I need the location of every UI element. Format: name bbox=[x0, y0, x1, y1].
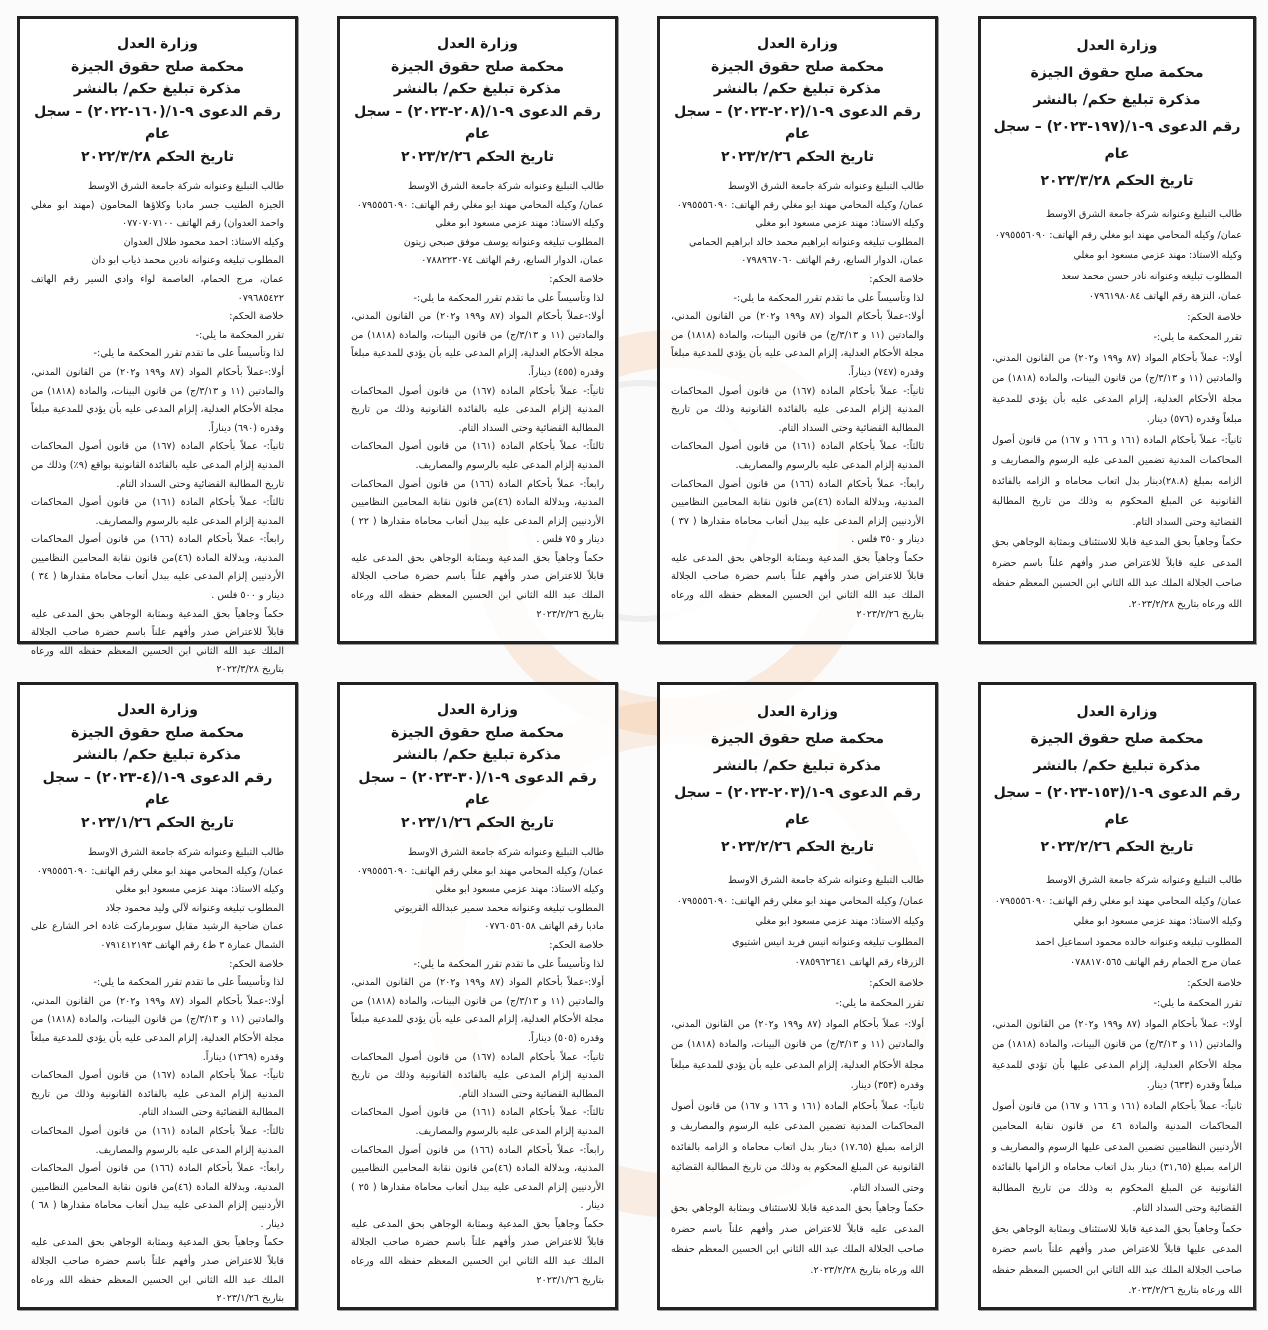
notice-paragraph: حكماً وجاهياً بحق المدعية قابلا للاستئناف وبمثابة الوجاهي بحق المدعى عليه قابلاً للاعتراض صدر وأفهم علناً باسم حضرة صاحب الجلالة الملك عبد الله الثاني ابن الحسين المعظم حفظه الله ورعاه بتاريخ ٢٠٢٣/٢/٢٨. bbox=[992, 537, 1242, 610]
notice-paragraph: المطلوب تبليغه وعنوانه نادين محمد ذياب ابو دان bbox=[91, 255, 284, 267]
notice-paragraph: ثانياً:- عملاً بأحكام المادة (١٦٧) من قانون أصول المحاكمات المدنية إلزام المدعى عليه بالفائدة القانونية بواقع (٩٪) وذلك من تاريخ المطالبة القضائية وحتى السداد التام. bbox=[31, 441, 284, 490]
notice-paragraph: عمان/ وكيله المحامي مهند ابو مغلي رقم الهاتف: ٠٧٩٥٥٥٦٠٩٠ bbox=[994, 895, 1242, 907]
court-notice-case-153 bbox=[978, 682, 1256, 1310]
court-name: محكمة صلح حقوق الجيزة bbox=[390, 724, 565, 741]
notice-paragraph: أولا:- عملاً بأحكام المواد (٨٧ و١٩٩ و٢٠٢) من القانون المدني، والمادتين (١١ و ٣/١٣/ج) من قانون البينات، والمادة (١٨١٨) من مجلة الأحكام العدلية، إلزام المدعى عليه بأن يؤدي للمدعية مبلغاً وقدره (٥٧٦) دينار. bbox=[992, 352, 1243, 425]
notice-paragraph: طالب التبليغ وعنوانه شركة جامعة الشرق الاوسط bbox=[87, 181, 284, 192]
notice-paragraph: خلاصة الحكم: bbox=[549, 939, 604, 951]
judgment-date: تاريخ الحكم ٢٠٢٣/٢/٢٦ bbox=[721, 148, 874, 165]
notice-header bbox=[992, 33, 1242, 195]
case-number: رقم الدعوى ٩-١/(١٥٣-٢٠٢٣) – سجل عام bbox=[993, 785, 1241, 828]
notice-paragraph: أولا:-عملاً بأحكام المواد (٨٧ و١٩٩ و٢٠٢) من القانون المدني، والمادتين (١١ و ٣/١٣/ج) من قانون البينات، والمادة (١٨١٨) من مجلة الأحكام العدلية، إلزام المدعى عليه بأن يؤدي للمدعية مبلغاً وقدره (٤٥٥) ديناراً. bbox=[351, 311, 605, 378]
notice-paragraph: عمان/ وكيله المحامي مهند ابو مغلي رقم الهاتف: ٠٧٩٥٥٥٦٠٩٠ bbox=[676, 199, 924, 211]
judgment-date: تاريخ الحكم ٢٠٢٣/٢/٢٦ bbox=[1040, 839, 1194, 855]
notice-paragraph: ثانياً:- عملاً بأحكام المادة (١٦٧) من قانون أصول المحاكمات المدنية إلزام المدعى عليه بالفائدة القانونية وذلك من تاريخ المطالبة القضائية وحتى السداد التام. bbox=[671, 385, 924, 434]
notice-title: مذكرة تبليغ حكم/ بالنشر bbox=[393, 81, 562, 97]
notice-paragraph: لذا وتأسيساً على ما تقدم تقرر المحكمة ما يلي:- bbox=[413, 958, 604, 970]
notice-paragraph: رابعاً:- عملاً بأحكام المادة (١٦٦) من قانون أصول المحاكمات المدنية، وبدلالة المادة (٤٦)من قانون نقابة المحامين النظاميين الأردنيين إلزام المدعى عليه ببدل أتعاب محاماة مقدارها ( ٢٢ ) دينار و ٧٥ فلس . bbox=[351, 478, 604, 546]
notice-paragraph: حكماً وجاهياً بحق المدعية وبمثابة الوجاهي بحق المدعى عليه قابلاً للاعتراض صدر وأفهم علناً باسم حضرة صاحب الجلالة الملك عبد الله الثاني ابن الحسين المعظم حفظه الله ورعاه بتاريخ ٢٠٢٣/١/٢٦ bbox=[31, 1237, 284, 1305]
notice-paragraph: خلاصة الحكم: bbox=[869, 977, 924, 989]
ministry-name: وزارة العدل bbox=[1076, 704, 1158, 720]
notice-title: مذكرة تبليغ حكم/ بالنشر bbox=[713, 758, 882, 774]
notice-paragraph: حكماً وجاهياً بحق المدعية وبمثابة الوجاهي بحق المدعى عليه قابلاً للاعتراض صدر وأفهم علناً باسم حضرة صاحب الجلالة الملك عبد الله الثاني ابن الحسين المعظم حفظه الله ورعاه بتاريخ ٢٠٢٣/١/٢٦ bbox=[351, 1218, 604, 1286]
ministry-name: وزارة العدل bbox=[117, 702, 198, 718]
ministry-name: وزارة العدل bbox=[757, 704, 838, 720]
notice-paragraph: وكيله الاستاذ: مهند عزمي مسعود ابو مغلي bbox=[435, 218, 604, 230]
case-number: رقم الدعوى ٩-١/(١٩٧-٢٠٢٣) – سجل عام bbox=[993, 119, 1241, 162]
court-name: محكمة صلح حقوق الجيزة bbox=[710, 58, 885, 75]
notice-paragraph: المطلوب تبليغه وعنوانه لآلي وليد محمود جلاد bbox=[105, 902, 284, 914]
court-notice-case-203 bbox=[657, 682, 938, 1310]
notice-header bbox=[31, 699, 284, 834]
notice-paragraph: طالب التبليغ وعنوانه شركة جامعة الشرق الاوسط bbox=[1045, 875, 1242, 886]
notice-paragraph: طالب التبليغ وعنوانه شركة جامعة الشرق الاوسط bbox=[407, 847, 604, 858]
notice-paragraph: عمان/ وكيله المحامي مهند ابو مغلي رقم الهاتف: ٠٧٩٥٥٥٦٠٩٠ bbox=[356, 199, 604, 211]
notice-paragraph: ثالثاً:- عملاً بأحكام المادة (١٦١) من قانون أصول المحاكمات المدنية إلزام المدعى عليه بالرسوم والمصاريف. bbox=[351, 441, 604, 471]
notice-paragraph: ثالثاً:- عملاً بأحكام المادة (١٦١) من قانون أصول المحاكمات المدنية إلزام المدعى عليه بالرسوم والمصاريف. bbox=[31, 497, 284, 527]
notice-paragraph: الزرقاء رقم الهاتف ٠٧٨٥٩٦٢٦٤١ bbox=[794, 957, 924, 968]
case-number: رقم الدعوى ٩-١/(١٦٠-٢٠٢٢) – سجل عام bbox=[34, 103, 281, 142]
notice-paragraph: طالب التبليغ وعنوانه شركة جامعة الشرق الاوسط bbox=[407, 181, 604, 192]
judgment-date: تاريخ الحكم ٢٠٢٣/٣/٢٨ bbox=[1040, 173, 1194, 189]
court-notice-case-4 bbox=[17, 682, 298, 1310]
notice-paragraph: وكيله الاستاذ: مهند عزمي مسعود ابو مغلي bbox=[755, 916, 924, 927]
ministry-name: وزارة العدل bbox=[1076, 38, 1158, 54]
notice-paragraph: عمان/ وكيله المحامي مهند ابو مغلي رقم الهاتف: ٠٧٩٥٥٥٦٠٩٠ bbox=[676, 895, 924, 907]
notice-paragraph: خلاصة الحكم: bbox=[1187, 311, 1242, 323]
notice-title: مذكرة تبليغ حكم/ بالنشر bbox=[73, 747, 242, 763]
notice-paragraph: حكماً وجاهياً بحق المدعية قابلا للاستئناف وبمثابة الوجاهي بحق المدعى عليه قابلاً للاعتراض صدر وأفهم علناً باسم حضرة صاحب الجلالة الملك عبد الله الثاني ابن الحسين المعظم حفظه الله ورعاه بتاريخ ٢٠٢٣/٢/٢٨. bbox=[671, 1203, 924, 1276]
case-number: رقم الدعوى ٩-١/(٤-٢٠٢٣) – سجل عام bbox=[42, 769, 273, 808]
notice-paragraph: عمان مرج الحمام رقم الهاتف ٠٧٨٨١٧٠٥٦٥ bbox=[1070, 957, 1242, 968]
notice-paragraph: وكيله الاستاذ: مهند عزمي مسعود ابو مغلي bbox=[1073, 250, 1242, 261]
notice-body bbox=[31, 178, 284, 680]
notice-body bbox=[351, 844, 604, 1290]
notice-paragraph: عمان ضاحية الرشيد مقابل سوبرماركت غادة اخر الشارع على الشمال عمارة ٣ ط٤ رقم الهاتف ٠٧٩١٤١٢١٩٣ bbox=[31, 921, 284, 951]
court-notice-case-30 bbox=[337, 682, 618, 1310]
notice-title: مذكرة تبليغ حكم/ بالنشر bbox=[1033, 758, 1201, 774]
notice-paragraph: ثانياً:- عملاً بأحكام المادة (١٦١ و ١٦٦ و ١٦٧) من قانون أصول المحاكمات المدنية تضمين المدعى عليه الرسوم والمصاريف و الزامه بمبلغ (١٧.٦٥) دينار بدل اتعاب محاماه و الزامه بالفائدة القانونية عن المبلغ المحكوم به وذلك من تاريخ المطالبة القضائية وحتى السداد التام. bbox=[671, 1100, 924, 1194]
ministry-name: وزارة العدل bbox=[437, 702, 518, 718]
notice-paragraph: حكماً وجاهياً بحق المدعية وبمثابة الوجاهي بحق المدعى عليه قابلاً للاعتراض صدر وأفهم علناً باسم حضرة صاحب الجلالة الملك عبد الله الثاني ابن الحسين المعظم حفظه الله ورعاه بتاريخ ٢٠٢٣/٢/٢٦ bbox=[351, 552, 604, 620]
case-number: رقم الدعوى ٩-١/(٢٠٢-٢٠٢٣) – سجل عام bbox=[674, 103, 921, 142]
case-number: رقم الدعوى ٩-١/(٢٠٨-٢٠٢٣) – سجل عام bbox=[354, 103, 601, 142]
notice-title: مذكرة تبليغ حكم/ بالنشر bbox=[1033, 92, 1201, 108]
notice-title: مذكرة تبليغ حكم/ بالنشر bbox=[393, 747, 562, 763]
judgment-date: تاريخ الحكم ٢٠٢٢/٣/٢٨ bbox=[81, 148, 234, 165]
court-name: محكمة صلح حقوق الجيزة bbox=[390, 58, 565, 75]
notice-paragraph: ثانياً:- عملاً بأحكام المادة (١٦٧) من قانون أصول المحاكمات المدنية إلزام المدعى عليه بالفائدة القانونية وذلك من تاريخ المطالبة القضائية وحتى السداد التام. bbox=[31, 1070, 284, 1119]
notice-paragraph: وكيله الاستاذ: احمد محمود طلال العدوان bbox=[123, 236, 284, 248]
judgment-date: تاريخ الحكم ٢٠٢٣/١/٢٦ bbox=[81, 814, 234, 831]
court-name: محكمة صلح حقوق الجيزة bbox=[1030, 65, 1204, 81]
court-name: محكمة صلح حقوق الجيزة bbox=[710, 731, 885, 747]
court-notice-case-197 bbox=[978, 16, 1256, 644]
notice-paragraph: عمان، الدوار السابع، رقم الهاتف ٠٧٨٨٢٢٣٠٧٤ bbox=[421, 255, 604, 267]
ministry-name: وزارة العدل bbox=[117, 36, 198, 52]
case-number: رقم الدعوى ٩-١/(٣٠-٢٠٢٣) – سجل عام bbox=[358, 769, 597, 808]
notice-body bbox=[992, 871, 1242, 1302]
notice-paragraph: عمان، مرج الحمام، العاصمة لواء وادي السير رقم الهاتف ٠٧٩٦٨٥٤٢٢ bbox=[31, 273, 284, 304]
court-notice-case-202 bbox=[657, 16, 938, 644]
notice-paragraph: أولا:-عملاً بأحكام المواد (٨٧ و١٩٩ و٢٠٢) من القانون المدني، والمادتين (١١ و ٣/١٣/ج) من قانون البينات، والمادة (١٨١٨) من مجلة الأحكام العدلية، إلزام المدعى عليه بأن يؤدي للمدعية مبلغاً وقدره (٧٤٧) ديناراً. bbox=[671, 311, 925, 378]
judgment-date: تاريخ الحكم ٢٠٢٣/٢/٢٦ bbox=[401, 148, 554, 165]
notice-header bbox=[351, 699, 604, 834]
notice-paragraph: ثالثاً:- عملاً بأحكام المادة (١٦١) من قانون أصول المحاكمات المدنية إلزام المدعى عليه بالرسوم والمصاريف. bbox=[671, 441, 924, 471]
ministry-name: وزارة العدل bbox=[757, 36, 838, 52]
notice-paragraph: رابعاً:- عملاً بأحكام المادة (١٦٦) من قانون أصول المحاكمات المدنية، وبدلالة المادة (٤٦)من قانون نقابة المحامين النظاميين الأردنيين إلزام المدعى عليه ببدل أتعاب محاماة مقدارها ( ٦٨ ) دينار . bbox=[31, 1163, 284, 1230]
notice-paragraph: حكماً وجاهياً بحق المدعية وبمثابة الوجاهي بحق المدعى عليه قابلاً للاعتراض صدر وأفهم علناً باسم حضرة صاحب الجلالة الملك عبد الله الثاني ابن الحسين المعظم حفظه الله ورعاه بتاريخ ٢٠٢٢/٣/٢٨ bbox=[31, 608, 284, 676]
notice-paragraph: طالب التبليغ وعنوانه شركة جامعة الشرق الاوسط bbox=[727, 181, 924, 192]
notice-paragraph: أولا:- عملاً بأحكام المواد (٨٧ و١٩٩ و٢٠٢) من القانون المدني، والمادتين (١١ و ٣/١٣/ج) من قانون البينات، والمادة (١٨١٨) من مجلة الأحكام العدلية، إلزام المدعى عليها بأن تؤدي للمدعية مبلغاً وقدره (٦٣٣) دينار. bbox=[992, 1018, 1243, 1091]
notice-paragraph: عمان/ وكيله المحامي مهند ابو مغلي رقم الهاتف: ٠٧٩٥٥٥٦٠٩٠ bbox=[36, 865, 284, 877]
notice-paragraph: عمان، النزهة رقم الهاتف ٠٧٩٦١٩٨٠٨٤ bbox=[1088, 291, 1242, 302]
notice-paragraph: رابعاً:- عملاً بأحكام المادة (١٦٦) من قانون أصول المحاكمات المدنية، وبدلالة المادة (٤٦)من قانون نقابة المحامين النظاميين الأردنيين إلزام المدعى عليه ببدل أتعاب محاماة مقدارها ( ٢٥ ) دينار . bbox=[351, 1144, 604, 1212]
notice-paragraph: أولا:-عملاً بأحكام المواد (٨٧ و١٩٩ و٢٠٢) من القانون المدني، والمادتين (١١ و ٣/١٣/ج) من قانون البينات، والمادة (١٨١٨) من مجلة الأحكام العدلية، إلزام المدعى عليه بأن يؤدي للمدعية مبلغاً وقدره (١٣٦٩) ديناراً. bbox=[31, 995, 285, 1063]
court-name: محكمة صلح حقوق الجيزة bbox=[1030, 731, 1204, 747]
notice-paragraph: حكماً وجاهياً بحق المدعية وبمثابة الوجاهي بحق المدعى عليه قابلاً للاعتراض صدر وأفهم علناً باسم حضرة صاحب الجلالة الملك عبد الله الثاني ابن الحسين المعظم حفظه الله ورعاه بتاريخ ٢٠٢٣/٢/٢٦ bbox=[671, 552, 924, 620]
notice-paragraph: وكيله الاستاذ: مهند عزمي مسعود ابو مغلي bbox=[115, 884, 284, 896]
court-notice-case-208 bbox=[337, 16, 618, 644]
notice-paragraph: الجيزة الطنيب جسر مادبا وكلاؤها المحامون (مهند ابو مغلي واحمد العدوان) رقم الهاتف ٠٧٧٠٧٠٧١٠٠ bbox=[31, 199, 284, 230]
notice-body bbox=[351, 178, 604, 624]
notice-body bbox=[31, 844, 284, 1309]
notice-paragraph: لذا وتأسيساً على ما تقدم تقرر المحكمة ما يلي:- bbox=[733, 292, 924, 304]
notice-paragraph: طالب التبليغ وعنوانه شركة جامعة الشرق الاوسط bbox=[727, 875, 924, 886]
notice-paragraph: عمان/ وكيله المحامي مهند ابو مغلي رقم الهاتف: ٠٧٩٥٥٥٦٠٩٠ bbox=[356, 865, 604, 877]
notice-paragraph: حكماً وجاهياً بحق المدعية قابلا للاستئناف وبمثابة الوجاهي بحق المدعى عليها قابلاً للاعتراض صدر وأفهم علناً باسم حضرة صاحب الجلالة الملك عبد الله الثاني ابن الحسين المعظم حفظه الله ورعاه بتاريخ ٢٠٢٣/٢/٢٦. bbox=[992, 1223, 1242, 1296]
notice-body bbox=[671, 871, 924, 1281]
notice-paragraph: رابعاً:- عملاً بأحكام المادة (١٦٦) من قانون أصول المحاكمات المدنية، وبدلالة المادة (٤٦)من قانون نقابة المحامين النظاميين الأردنيين إلزام المدعى عليه ببدل أتعاب محاماة مقدارها ( ٣٤ ) دينار و ٥٠٠ فلس . bbox=[31, 534, 284, 602]
notice-paragraph: خلاصة الحكم: bbox=[869, 273, 924, 285]
notice-paragraph: لذا وتأسيساً على ما تقدم تقرر المحكمة ما يلي:- bbox=[93, 348, 284, 360]
notice-paragraph: خلاصة الحكم: bbox=[229, 311, 284, 323]
notice-header bbox=[992, 699, 1242, 861]
notice-paragraph: لذا وتأسيساً على ما تقدم تقرر المحكمة ما يلي:- bbox=[413, 292, 604, 304]
notice-paragraph: طالب التبليغ وعنوانه شركة جامعة الشرق الاوسط bbox=[1045, 209, 1242, 220]
notice-paragraph: مادبا رقم الهاتف ٠٧٧٦٠٥٦٠٥٨ bbox=[484, 921, 604, 933]
notice-body bbox=[671, 178, 924, 624]
notice-paragraph: خلاصة الحكم: bbox=[1187, 977, 1242, 989]
notice-header bbox=[671, 33, 924, 168]
notice-paragraph: المطلوب تبليغه وعنوانه يوسف موفق صبحي زيتون bbox=[403, 236, 604, 248]
notice-title: مذكرة تبليغ حكم/ بالنشر bbox=[73, 81, 242, 97]
notice-paragraph: وكيله الاستاذ: مهند عزمي مسعود ابو مغلي bbox=[435, 884, 604, 896]
notice-paragraph: عمان، الدوار السابع، رقم الهاتف ٠٧٩٨٩٦٧٠٦٠ bbox=[741, 255, 924, 267]
ministry-name: وزارة العدل bbox=[437, 36, 518, 52]
notice-paragraph: عمان/ وكيله المحامي مهند ابو مغلي رقم الهاتف: ٠٧٩٥٥٥٦٠٩٠ bbox=[994, 229, 1242, 241]
notice-paragraph: تقرر المحكمة ما يلي:- bbox=[835, 998, 924, 1009]
case-number: رقم الدعوى ٩-١/(٢٠٣-٢٠٢٣) – سجل عام bbox=[674, 785, 921, 828]
notice-paragraph: ثالثاً:- عملاً بأحكام المادة (١٦١) من قانون أصول المحاكمات المدنية إلزام المدعى عليه بالرسوم والمصاريف. bbox=[31, 1125, 284, 1156]
notice-paragraph: ثانياً:- عملاً بأحكام المادة (١٦١ و ١٦٦ و ١٦٧) من قانون أصول المحاكمات المدنية والمادة ٤٦ من قانون نقابة المحامين الأردنيين النظاميين تضمين المدعى عليها الرسوم والمصاريف و الزامه بمبلغ (٣١,٦٥) دينار بدل اتعاب محاماه و الزامها بالفائدة القانونية عن المبلغ المحكوم به وذلك من تاريخ المطالبة القضائية وحتى السداد التام. bbox=[992, 1100, 1242, 1214]
notice-paragraph: المطلوب تبليغه وعنوانه محمد سمير عبدالله القريوتي bbox=[394, 902, 604, 914]
notice-paragraph: خلاصة الحكم: bbox=[549, 273, 604, 285]
notice-paragraph: لذا وتأسيساً على ما تقدم تقرر المحكمة ما يلي:- bbox=[93, 977, 284, 989]
notice-paragraph: رابعاً:- عملاً بأحكام المادة (١٦٦) من قانون أصول المحاكمات المدنية، وبدلالة المادة (٤٦)من قانون نقابة المحامين النظاميين الأردنيين إلزام المدعى عليه ببدل أتعاب محاماة مقدارها ( ٣٧ ) دينار و ٣٥٠ فلس . bbox=[671, 478, 924, 546]
notice-paragraph: تقرر المحكمة ما يلي:- bbox=[195, 329, 284, 341]
notice-paragraph: وكيله الاستاذ: مهند عزمي مسعود ابو مغلي bbox=[1073, 916, 1242, 927]
notice-paragraph: أولا:-عملاً بأحكام المواد (٨٧ و١٩٩ و٢٠٢) من القانون المدني، والمادتين (١١ و ٣/١٣/ج) من قانون البينات، والمادة (١٨١٨) من مجلة الأحكام العدلية، إلزام المدعى عليه بأن يؤدي للمدعية مبلغاً وقدره (٥٠٥) ديناراً. bbox=[351, 977, 605, 1044]
notice-paragraph: المطلوب تبليغه وعنوانه ابراهيم محمد خالد ابراهيم الحمامي bbox=[689, 236, 924, 248]
court-name: محكمة صلح حقوق الجيزة bbox=[70, 58, 245, 75]
notice-paragraph: طالب التبليغ وعنوانه شركة جامعة الشرق الاوسط bbox=[87, 847, 284, 858]
notice-paragraph: المطلوب تبليغه وعنوانه خالده محمود اسماعيل احمد bbox=[1035, 936, 1242, 948]
notice-paragraph: ثانياً:- عملاً بأحكام المادة (١٦٧) من قانون أصول المحاكمات المدنية إلزام المدعى عليه بالفائدة القانونية وذلك من تاريخ المطالبة القضائية وحتى السداد التام. bbox=[351, 1051, 604, 1100]
notice-paragraph: المطلوب تبليغه وعنوانه انيس فريد انيس اشتيوي bbox=[731, 936, 924, 948]
notice-header bbox=[351, 33, 604, 168]
court-notice-case-160 bbox=[17, 16, 298, 676]
notice-paragraph: المطلوب تبليغه وعنوانه نادر حسن محمد سعد bbox=[1061, 270, 1242, 282]
court-name: محكمة صلح حقوق الجيزة bbox=[70, 724, 245, 741]
notice-header bbox=[671, 699, 924, 861]
notice-paragraph: تقرر المحكمة ما يلي:- bbox=[1153, 332, 1242, 343]
judgment-date: تاريخ الحكم ٢٠٢٣/٢/٢٦ bbox=[721, 839, 874, 855]
judgment-date: تاريخ الحكم ٢٠٢٣/١/٢٦ bbox=[401, 814, 554, 831]
notice-body bbox=[992, 205, 1242, 615]
notice-paragraph: أولا:-عملاً بأحكام المواد (٨٧ و١٩٩ و٢٠٢) من القانون المدني، والمادتين (١١ و ٣/١٣/ج) من قانون البينات، والمادة (١٨١٨) من مجلة الأحكام العدلية، إلزام المدعى عليه بأن يؤدي للمدعية مبلغاً وقدره (٦٩٠) ديناراً. bbox=[31, 366, 285, 434]
notice-paragraph: ثانياً:- عملاً بأحكام المادة (١٦٧) من قانون أصول المحاكمات المدنية إلزام المدعى عليه بالفائدة القانونية وذلك من تاريخ المطالبة القضائية وحتى السداد التام. bbox=[351, 385, 604, 434]
notice-paragraph: أولا:- عملاً بأحكام المواد (٨٧ و١٩٩ و٢٠٢) من القانون المدني، والمادتين (١١ و ٣/١٣/ج) من قانون البينات، والمادة (١٨١٨) من مجلة الأحكام العدلية، إلزام المدعى عليه بأن يؤدي للمدعية مبلغاً وقدره (٣٥٣) دينار. bbox=[671, 1018, 925, 1091]
notice-title: مذكرة تبليغ حكم/ بالنشر bbox=[713, 81, 882, 97]
notice-paragraph: ثالثاً:- عملاً بأحكام المادة (١٦١) من قانون أصول المحاكمات المدنية إلزام المدعى عليه بالرسوم والمصاريف. bbox=[351, 1107, 604, 1137]
notice-paragraph: وكيله الاستاذ: مهند عزمي مسعود ابو مغلي bbox=[755, 218, 924, 230]
notice-header bbox=[31, 33, 284, 168]
notice-paragraph: تقرر المحكمة ما يلي:- bbox=[1153, 998, 1242, 1009]
notice-paragraph: خلاصة الحكم: bbox=[229, 958, 284, 970]
notice-paragraph: ثانياً:- عملاً بأحكام المادة (١٦١ و ١٦٦ و ١٦٧) من قانون أصول المحاكمات المدنية تضمين المدعى عليه الرسوم والمصاريف و الزامه بمبلغ (٢٨.٨)دينار بدل اتعاب محاماه و الزامه بالفائدة القانونية عن المبلغ المحكوم به وذلك من تاريخ المطالبة القضائية وحتى السداد التام. bbox=[992, 434, 1242, 528]
